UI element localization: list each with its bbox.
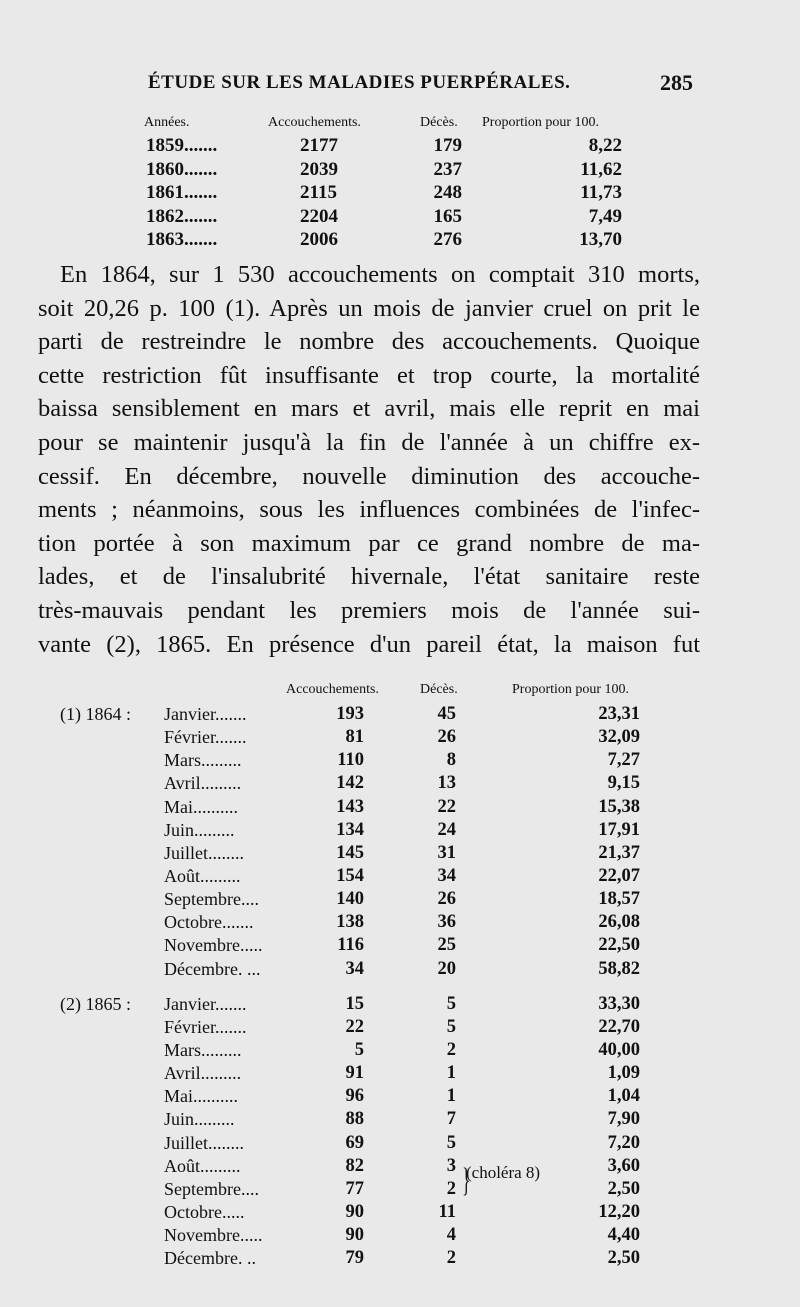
month-cell: Avril......... [164,773,242,794]
month-cell: Décembre. .. [164,1248,256,1269]
table-row [60,704,700,727]
monthly-table [60,682,700,1271]
month-cell: Juillet........ [164,842,244,863]
year-cell: 1863....... [146,229,218,250]
table-row [60,1017,700,1040]
paragraph-line: ments ; néanmoins, sous les influences combinées de l'infec- [38,496,700,524]
deaths-cell: 45 [437,704,456,724]
deaths-cell: 34 [437,865,456,886]
births-cell: 140 [336,889,364,910]
proportion-cell: 7,90 [607,1109,640,1130]
year-cell: 1861....... [146,182,218,203]
table-row [60,935,700,958]
table-row [60,1063,700,1086]
running-title: ÉTUDE SUR LES MALADIES PUERPÉRALES. [148,72,571,93]
deaths-cell: 5 [446,993,456,1014]
paragraph-line: cessif. En décembre, nouvelle diminution des accouche- [38,462,700,490]
table-row [60,1248,700,1271]
month-cell: Mai.......... [164,1086,238,1107]
paragraph-line: En 1864, sur 1 530 accouchements on comptait 310 morts, [60,261,700,288]
table-row [60,1179,700,1202]
births-cell: 79 [345,1248,364,1269]
table-row [140,159,700,183]
births-cell: 2177 [300,135,338,156]
month-cell: Avril......... [164,1063,242,1084]
deaths-cell: 31 [437,842,456,863]
month-cell: Janvier....... [164,993,247,1014]
proportion-cell: 7,49 [588,205,622,227]
proportion-cell: 32,09 [598,727,640,748]
month-cell: Juin......... [164,819,235,840]
table-row [60,1109,700,1132]
cholera-note: (choléra 8) [466,1163,541,1182]
proportion-cell: 12,20 [598,1201,640,1222]
births-cell: 88 [345,1109,364,1130]
proportion-cell: 21,37 [598,842,640,863]
proportion-cell: 23,31 [598,704,640,724]
proportion-cell: 7,27 [607,750,640,771]
paragraph-line: tion portée à son maximum par ce grand nombre de ma- [38,529,700,557]
proportion-cell: 4,40 [607,1225,640,1246]
proportion-cell: 17,91 [598,819,640,840]
paragraph-line: parti de restreindre le nombre des accouchements. Quoique [38,328,700,356]
deaths-cell: 1 [446,1063,456,1084]
proportion-cell: 22,70 [598,1016,640,1037]
deaths-cell: 1 [446,1086,456,1107]
births-cell: 116 [337,935,364,956]
month-cell: Février....... [164,1016,247,1037]
births-cell: 69 [345,1132,364,1153]
proportion-cell: 8,22 [588,135,622,156]
deaths-cell: 8 [446,750,456,771]
table-row [140,206,700,230]
births-cell: 110 [337,750,364,771]
deaths-cell: 25 [437,935,456,956]
year-cell: 1859....... [146,135,218,156]
table-row [60,1086,700,1109]
running-header [148,70,693,100]
deaths-cell: 4 [446,1225,456,1246]
deaths-cell: 26 [437,889,456,910]
births-cell: 77 [345,1178,364,1199]
deaths-cell: 26 [437,727,456,748]
monthly-table-header [60,682,700,704]
proportion-cell: 2,50 [607,1248,640,1269]
table-row [60,1040,700,1063]
month-cell: Septembre.... [164,1178,259,1199]
table-row [60,750,700,773]
paragraph-line: très-mauvais pendant les premiers mois de l'année sui- [38,596,700,624]
births-cell: 154 [336,865,364,886]
deaths-cell: 11 [438,1201,456,1222]
month-cell: Juin......... [164,1109,235,1130]
col-header-proportion: Proportion pour 100. [512,682,630,697]
proportion-cell: 22,07 [598,865,640,886]
table-row [60,1133,700,1156]
births-cell: 138 [336,912,364,933]
year-cell: 1862....... [146,205,218,227]
births-cell: 2006 [300,229,338,250]
year-cell: 1860....... [146,158,218,180]
month-cell: Mai.......... [164,796,238,817]
col-header-deaths: Décès. [420,682,458,697]
table-row [140,182,700,206]
table-row [140,229,700,253]
births-cell: 2115 [300,182,337,203]
deaths-cell: 248 [433,182,462,203]
month-cell: Mars......... [164,1039,242,1060]
paragraph-line: cette restriction fût insuffisante et trop courte, la mortalité [38,361,700,389]
proportion-cell: 11,73 [580,182,622,203]
deaths-cell: 5 [446,1132,456,1153]
births-cell: 91 [345,1063,364,1084]
month-cell: Mars......... [164,750,242,771]
yearly-table-header [140,113,700,135]
month-cell: Novembre..... [164,1225,263,1246]
proportion-cell: 1,04 [607,1086,640,1107]
paragraph-line: lades, et de l'insalubrité hivernale, l'état sanitaire reste [38,563,700,591]
table-row [60,866,700,889]
deaths-cell: 237 [433,158,462,180]
deaths-cell: 2 [446,1178,456,1199]
table-row [60,727,700,750]
deaths-cell: 20 [437,958,456,979]
births-cell: 81 [345,727,364,748]
deaths-cell: 13 [437,773,456,794]
table-row [60,843,700,866]
footnote-label: (2) 1865 : [60,993,131,1014]
proportion-cell: 1,09 [607,1063,640,1084]
month-cell: Septembre.... [164,889,259,910]
deaths-cell: 3 [446,1155,456,1176]
deaths-cell: 179 [433,135,462,156]
proportion-cell: 13,70 [579,229,622,250]
table-row [140,135,700,159]
births-cell: 134 [336,819,364,840]
births-cell: 193 [336,704,364,724]
paragraph-line: baissa sensiblement en mars et avril, mais elle reprit en mai [38,395,700,423]
table-row [60,1225,700,1248]
births-cell: 90 [345,1201,364,1222]
table-row [60,773,700,796]
yearly-table [140,113,700,253]
table-row [60,820,700,843]
table-row [60,912,700,935]
month-cell: Octobre....... [164,912,254,933]
deaths-cell: 36 [437,912,456,933]
proportion-cell: 26,08 [598,912,640,933]
proportion-cell: 9,15 [607,773,640,794]
paragraph-line: pour se maintenir jusqu'à la fin de l'année à un chiffre ex- [38,428,700,456]
deaths-cell: 276 [433,229,462,250]
col-header-births: Accouchements. [268,115,361,130]
births-cell: 15 [345,993,364,1014]
births-cell: 96 [345,1086,364,1107]
month-cell: Août......... [164,865,241,886]
table-row [60,797,700,820]
table-row [60,994,700,1017]
month-cell: Juillet........ [164,1132,244,1153]
proportion-cell: 11,62 [580,158,622,180]
month-cell: Août......... [164,1155,241,1176]
col-header-years: Années. [144,115,190,130]
births-cell: 2039 [300,158,338,180]
paragraph-line: soit 20,26 p. 100 (1). Après un mois de janvier cruel on prit le [38,294,700,322]
births-cell: 82 [345,1155,364,1176]
table-row [60,1156,700,1179]
deaths-cell: 165 [433,205,462,227]
month-cell: Février....... [164,727,247,748]
page-number: 285 [660,70,693,95]
proportion-cell: 33,30 [598,993,640,1014]
proportion-cell: 40,00 [598,1039,640,1060]
table-row [60,1202,700,1225]
births-cell: 90 [345,1225,364,1246]
group-spacer [60,982,700,994]
deaths-cell: 5 [446,1016,456,1037]
deaths-cell: 7 [446,1109,456,1130]
proportion-cell: 15,38 [598,796,640,817]
proportion-cell: 22,50 [598,935,640,956]
col-header-deaths: Décès. [420,115,458,130]
proportion-cell: 7,20 [607,1132,640,1153]
births-cell: 145 [336,842,364,863]
month-cell: Janvier....... [164,704,247,724]
table-row [60,959,700,982]
births-cell: 34 [345,958,364,979]
footnote-label: (1) 1864 : [60,704,131,724]
births-cell: 22 [345,1016,364,1037]
col-header-proportion: Proportion pour 100. [482,115,600,130]
proportion-cell: 3,60 [607,1155,640,1176]
paragraph-line: vante (2), 1865. En présence d'un pareil état, la maison fut [38,630,700,658]
body-paragraph [38,258,700,661]
proportion-cell: 58,82 [598,958,640,979]
col-header-births: Accouchements. [286,682,379,697]
month-cell: Octobre..... [164,1201,245,1222]
brace-icon: } [462,1162,471,1199]
proportion-cell: 2,50 [607,1178,640,1199]
deaths-cell: 2 [446,1248,456,1269]
month-cell: Novembre..... [164,935,263,956]
births-cell: 2204 [300,205,338,227]
month-cell: Décembre. ... [164,958,261,979]
deaths-cell: 24 [437,819,456,840]
births-cell: 142 [336,773,364,794]
table-row [60,889,700,912]
births-cell: 143 [336,796,364,817]
births-cell: 5 [354,1039,364,1060]
deaths-cell: 22 [437,796,456,817]
proportion-cell: 18,57 [598,889,640,910]
deaths-cell: 2 [446,1039,456,1060]
